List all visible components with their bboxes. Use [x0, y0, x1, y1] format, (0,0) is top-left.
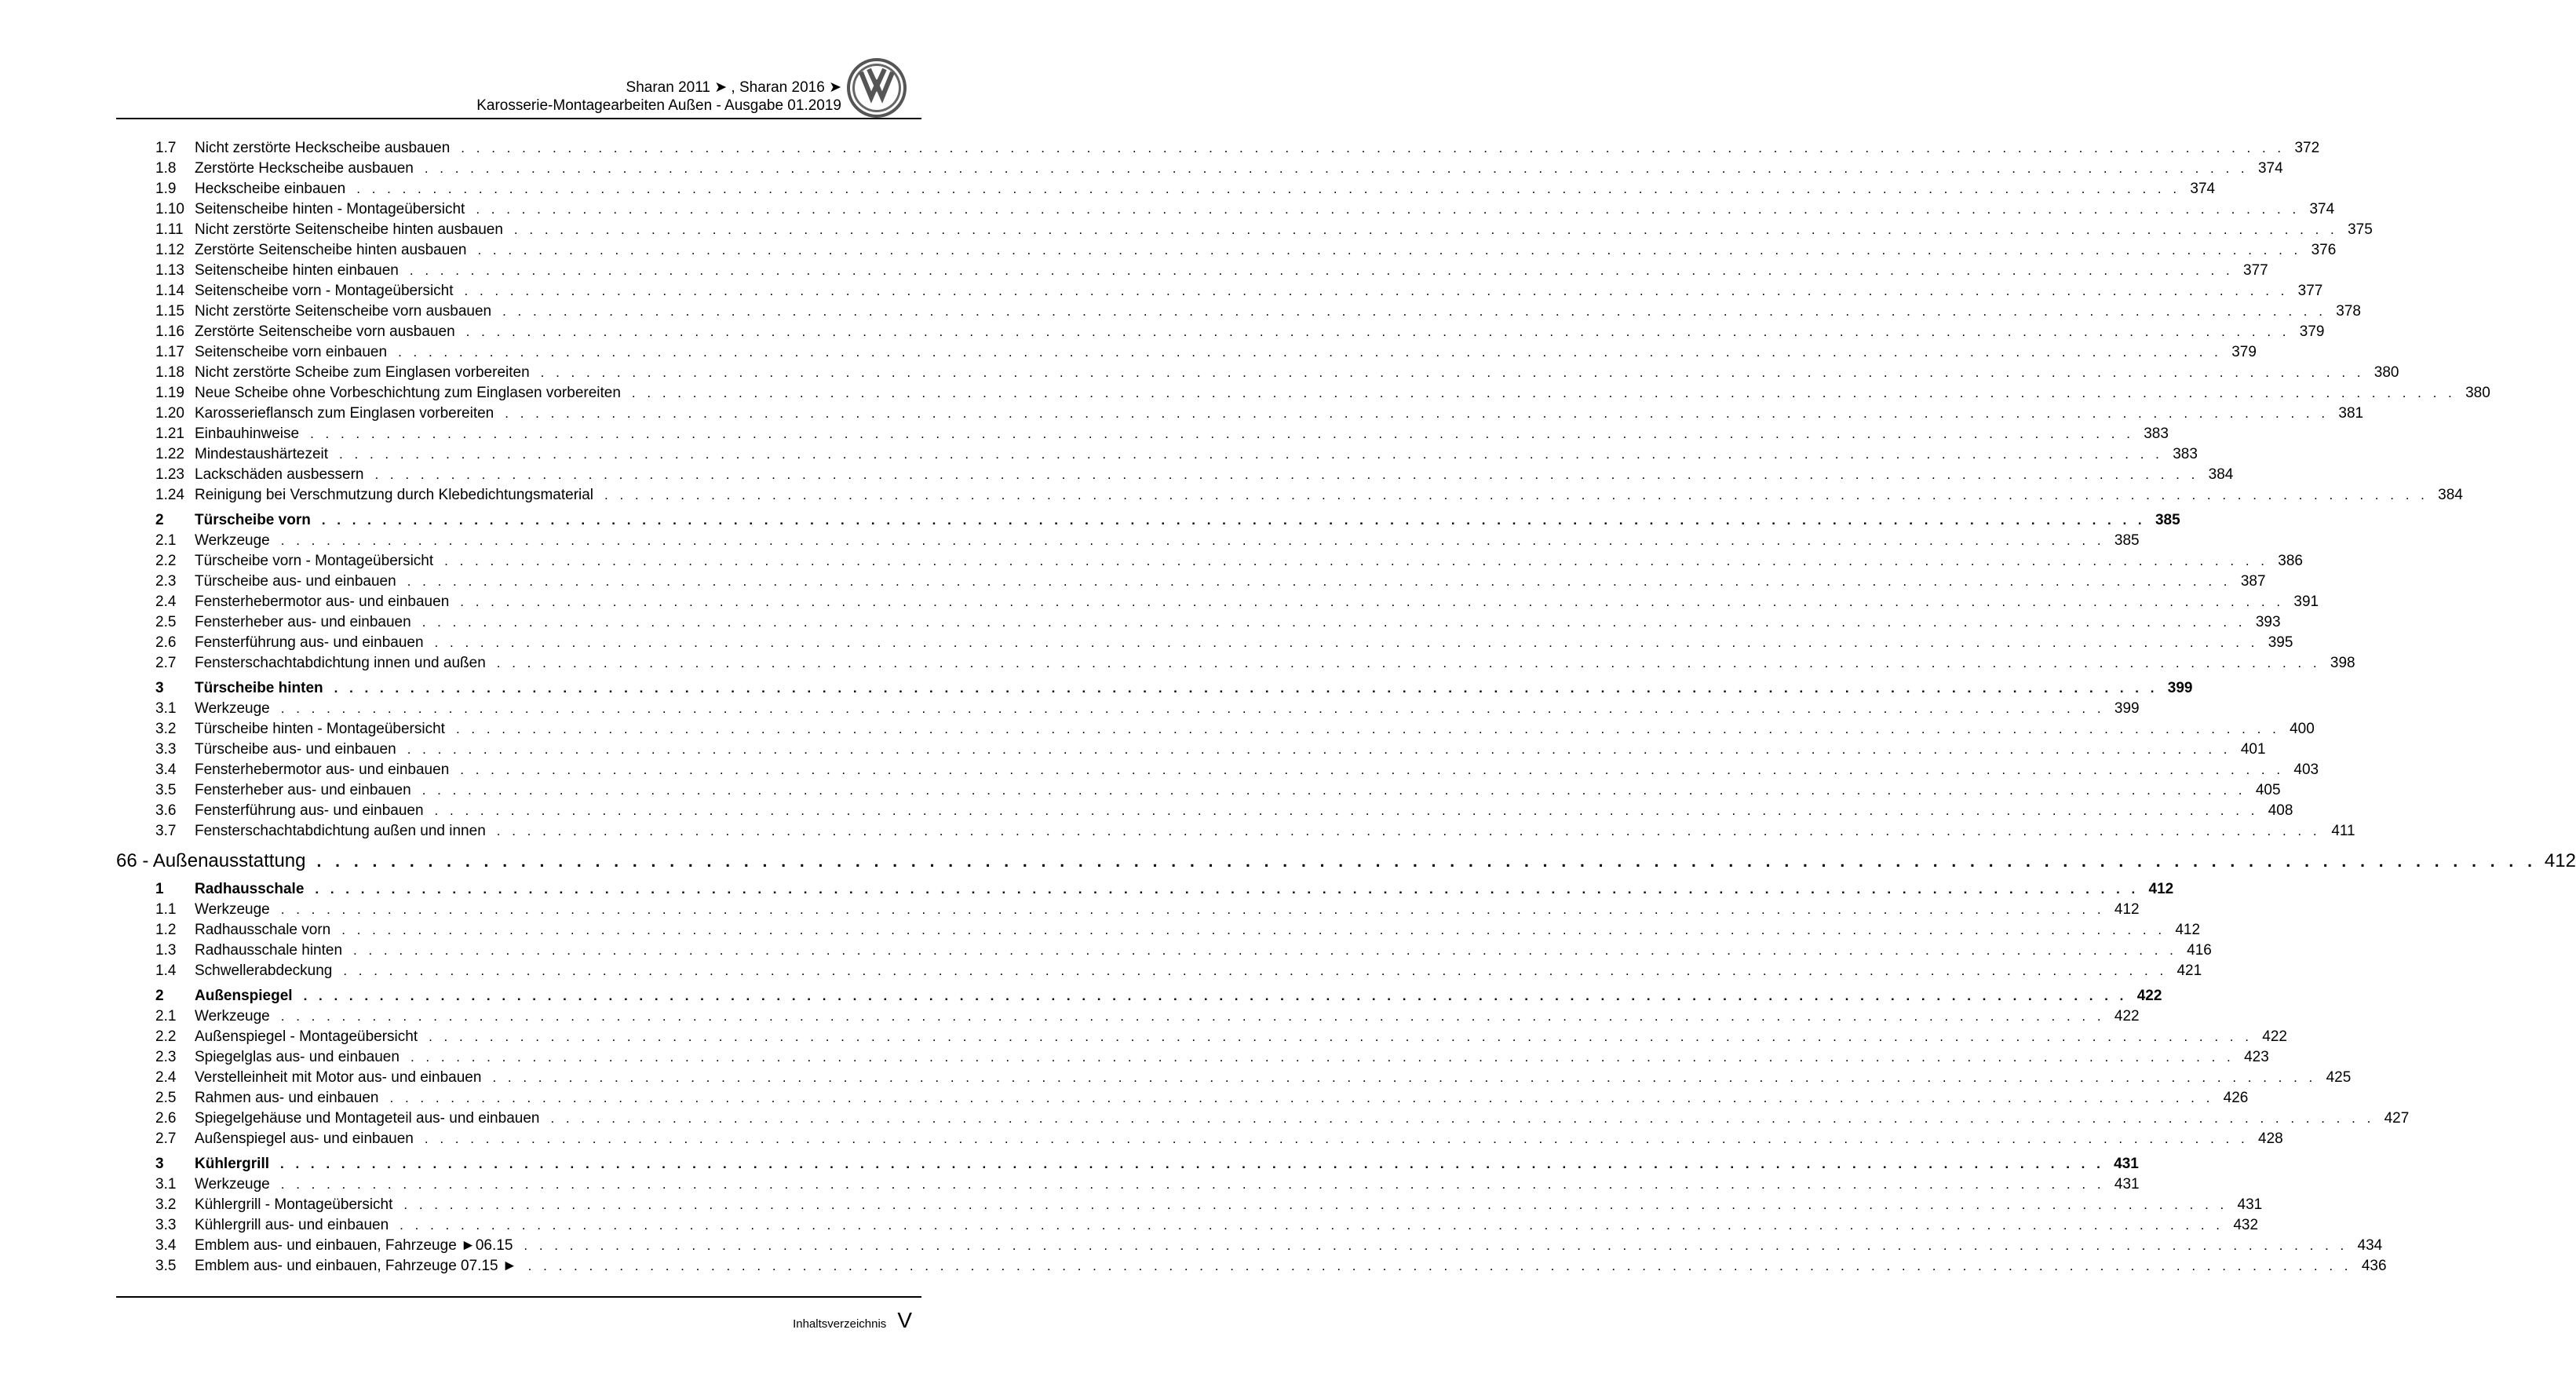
toc-leader-dots: . . . . . . . . . . . . . . . . . . . . . . . . . . . . . . . . . . . . . . . . . . . . . . . . . . . . . . . . . . . . . . . . . . . . . . . . . . . . . . . . . . . . . . . . . . . . . . . . . . . . . . . . . . . . . . . . . . . . . . . .: [496, 824, 2321, 838]
toc-title: Türscheibe aus- und einbauen: [195, 741, 396, 758]
toc-leader-dots: . . . . . . . . . . . . . . . . . . . . . . . . . . . . . . . . . . . . . . . . . . . . . . . . . . . . . . . . . . . . . . . . . . . . . . . . . . . . . . . . . . . . . . . . . . . . . . . . . . . . . . . . . . . . . . . . . . . . . . . .: [434, 803, 2259, 818]
toc-leader-dots: . . . . . . . . . . . . . . . . . . . . . . . . . . . . . . . . . . . . . . . . . . . . . . . . . . . . . . . . . . . . . . . . . . . . . . . . . . . . . . . . . . . . . . . . . . . . . . . . . . . . . . . . . . . . . . . . . . . . . . . .: [513, 222, 2338, 237]
toc-title: Emblem aus- und einbauen, Fahrzeuge 07.15 ►: [195, 1258, 517, 1274]
toc-title: Türscheibe hinten - Montageübersicht: [195, 721, 445, 737]
toc-title: Nicht zerstörte Scheibe zum Einglasen vorbereiten: [195, 364, 530, 381]
toc-page-number: 399: [2167, 680, 2193, 696]
toc-leader-dots: . . . . . . . . . . . . . . . . . . . . . . . . . . . . . . . . . . . . . . . . . . . . . . . . . . . . . . . . . . . . . . . . . . . . . . . . . . . . . . . . . . . . . . . . . . . . . . . . . . . . . . . . . . . . . . . . . . . . . . . .: [502, 304, 2326, 319]
toc-entry[interactable]: [116, 485, 2463, 506]
toc-number: 1: [155, 881, 164, 897]
toc-leader-dots: . . . . . . . . . . . . . . . . . . . . . . . . . . . . . . . . . . . . . . . . . . . . . . . . . . . . . . . . . . . . . . . . . . . . . . . . . . . . . . . . . . . . . . . . . . . . . . . . . . . . . . . . . . . . . . . . . . . . . . . .: [410, 1050, 2235, 1065]
toc-entry[interactable]: [116, 592, 2319, 612]
toc-chapter[interactable]: [116, 848, 2576, 875]
toc-page-number: 428: [2258, 1130, 2283, 1147]
toc-leader-dots: . . . . . . . . . . . . . . . . . . . . . . . . . . . . . . . . . . . . . . . . . . . . . . . . . . . . . . . . . . . . . . . . . . . . . . . . . . . . . . . . . . . . . . . . . . . . . . . . . . . . . . . . . . . . . . . . . . . . . . . .: [280, 533, 2105, 548]
toc-leader-dots: . . . . . . . . . . . . . . . . . . . . . . . . . . . . . . . . . . . . . . . . . . . . . . . . . . . . . . . . . . . . . . . . . . . . . . . . . . . . . . . . . . . . . . . . . . . . . . . . . . . . . . . . . . . . . . . . . . . . . . . .: [444, 553, 2268, 568]
toc-entry[interactable]: [116, 941, 2212, 961]
toc-title: Seitenscheibe hinten einbauen: [195, 262, 399, 279]
toc-title: Nicht zerstörte Heckscheibe ausbauen: [195, 140, 451, 156]
toc-entry[interactable]: [116, 1215, 2259, 1236]
toc-leader-dots: . . . . . . . . . . . . . . . . . . . . . . . . . . . . . . . . . . . . . . . . . . . . . . . . . . . . . . . . . . . . . . . . . . . . . . . . . . . . . . . . . . . . . . . . . . . . . . . . . . . . . . . . . . . . . . . . . . . . . . . .: [343, 963, 2168, 978]
toc-entry[interactable]: [116, 531, 2140, 551]
toc-entry[interactable]: [116, 961, 2202, 981]
toc-section[interactable]: [116, 879, 2174, 900]
toc-title: Neue Scheibe ohne Vorbeschichtung zum Einglasen vorbereiten: [195, 385, 621, 401]
toc-entry[interactable]: [116, 1006, 2140, 1027]
toc-leader-dots: . . . . . . . . . . . . . . . . . . . . . . . . . . . . . . . . . . . . . . . . . . . . . . . . . . . . . . . . . . . . . . . . . . . . . . . . . . . . . . . . . . . . . . . . . . . . . . . . . . . . . . . . . . . . . . . . . . . . . . . .: [315, 882, 2140, 897]
toc-page-number: 379: [2231, 344, 2257, 360]
footer-rule: [116, 1296, 921, 1298]
toc-number: 1.4: [155, 962, 177, 979]
toc-number: 2.2: [155, 553, 177, 569]
toc-page-number: 374: [2309, 201, 2335, 217]
toc-number: 1.21: [155, 426, 184, 442]
toc-title: Türscheibe vorn - Montageübersicht: [195, 553, 434, 569]
toc-leader-dots: . . . . . . . . . . . . . . . . . . . . . . . . . . . . . . . . . . . . . . . . . . . . . . . . . . . . . . . . . . . . . . . . . . . . . . . . . . . . . . . . . . . . . . . . . . . . . . . . . . . . . . . . . . . . . . . . . . . . . . . .: [461, 141, 2286, 155]
toc-number: 1.18: [155, 364, 184, 381]
toc-number: 2.1: [155, 1008, 177, 1025]
toc-leader-dots: . . . . . . . . . . . . . . . . . . . . . . . . . . . . . . . . . . . . . . . . . . . . . . . . . . . . . . . . . . . . . . . . . . . . . . . . . . . . . . . . . . . . . . . . . . . . . . . . . . . . . . . . . . . . . . . . . . . . . . . .: [316, 853, 2537, 871]
toc-page-number: 398: [2330, 655, 2355, 671]
toc-title: Türscheibe aus- und einbauen: [195, 573, 396, 590]
toc-number: 1.22: [155, 446, 184, 462]
header-subtitle-line: Karosserie-Montagearbeiten Außen - Ausgabe 01.2019: [476, 97, 841, 114]
toc-number: 3.5: [155, 782, 177, 798]
toc-entry[interactable]: [116, 1068, 2352, 1088]
toc-number: 2: [155, 512, 164, 528]
toc-page-number: 425: [2326, 1069, 2352, 1086]
toc-title: Fensterschachtabdichtung innen und außen: [195, 655, 486, 671]
toc-title: Außenspiegel - Montageübersicht: [195, 1028, 418, 1045]
toc-title: Fensterführung aus- und einbauen: [195, 634, 424, 651]
toc-entry[interactable]: [116, 342, 2257, 363]
toc-entry[interactable]: [116, 1047, 2269, 1068]
toc-leader-dots: . . . . . . . . . . . . . . . . . . . . . . . . . . . . . . . . . . . . . . . . . . . . . . . . . . . . . . . . . . . . . . . . . . . . . . . . . . . . . . . . . . . . . . . . . . . . . . . . . . . . . . . . . . . . . . . . . . . . . . . .: [434, 635, 2259, 650]
toc-leader-dots: . . . . . . . . . . . . . . . . . . . . . . . . . . . . . . . . . . . . . . . . . . . . . . . . . . . . . . . . . . . . . . . . . . . . . . . . . . . . . . . . . . . . . . . . . . . . . . . . . . . . . . . . . . . . . . . . . . . . . . . .: [280, 1156, 2104, 1171]
toc-page-number: 385: [2155, 512, 2180, 528]
toc-number: 1.1: [155, 901, 177, 918]
toc-title: Zerstörte Seitenscheibe hinten ausbauen: [195, 242, 467, 258]
toc-entry[interactable]: [116, 1027, 2287, 1047]
toc-page-number: 385: [2114, 532, 2140, 549]
toc-leader-dots: . . . . . . . . . . . . . . . . . . . . . . . . . . . . . . . . . . . . . . . . . . . . . . . . . . . . . . . . . . . . . . . . . . . . . . . . . . . . . . . . . . . . . . . . . . . . . . . . . . . . . . . . . . . . . . . . . . . . . . . .: [421, 783, 2246, 798]
toc-title: 66 - Außenausstattung: [116, 850, 306, 871]
toc-title: Mindestaushärtezeit: [195, 446, 329, 462]
toc-page-number: 393: [2255, 614, 2281, 630]
toc-page-number: 432: [2233, 1217, 2259, 1233]
toc-leader-dots: . . . . . . . . . . . . . . . . . . . . . . . . . . . . . . . . . . . . . . . . . . . . . . . . . . . . . . . . . . . . . . . . . . . . . . . . . . . . . . . . . . . . . . . . . . . . . . . . . . . . . . . . . . . . . . . . . . . . . . . .: [356, 181, 2181, 196]
toc-entry[interactable]: [116, 1109, 2410, 1129]
page-header: [0, 0, 973, 119]
toc-number: 3.7: [155, 823, 177, 839]
toc-leader-dots: . . . . . . . . . . . . . . . . . . . . . . . . . . . . . . . . . . . . . . . . . . . . . . . . . . . . . . . . . . . . . . . . . . . . . . . . . . . . . . . . . . . . . . . . . . . . . . . . . . . . . . . . . . . . . . . . . . . . . . . .: [424, 1131, 2249, 1146]
toc-title: Werkzeuge: [195, 532, 270, 549]
toc-number: 3.1: [155, 700, 177, 717]
toc-title: Karosserieflansch zum Einglasen vorbereiten: [195, 405, 494, 422]
toc-page-number: 377: [2297, 283, 2323, 299]
toc-leader-dots: . . . . . . . . . . . . . . . . . . . . . . . . . . . . . . . . . . . . . . . . . . . . . . . . . . . . . . . . . . . . . . . . . . . . . . . . . . . . . . . . . . . . . . . . . . . . . . . . . . . . . . . . . . . . . . . . . . . . . . . .: [407, 574, 2231, 589]
toc-page-number: 436: [2361, 1258, 2387, 1274]
toc-leader-dots: . . . . . . . . . . . . . . . . . . . . . . . . . . . . . . . . . . . . . . . . . . . . . . . . . . . . . . . . . . . . . . . . . . . . . . . . . . . . . . . . . . . . . . . . . . . . . . . . . . . . . . . . . . . . . . . . . . . . . . . .: [403, 1197, 2228, 1212]
toc-title: Nicht zerstörte Seitenscheibe hinten ausbauen: [195, 221, 503, 238]
toc-page-number: 408: [2268, 802, 2293, 819]
toc-entry[interactable]: [116, 261, 2268, 281]
toc-page-number: 383: [2144, 426, 2169, 442]
header-model-line: Sharan 2011 ➤ , Sharan 2016 ➤: [626, 79, 841, 96]
toc-leader-dots: . . . . . . . . . . . . . . . . . . . . . . . . . . . . . . . . . . . . . . . . . . . . . . . . . . . . . . . . . . . . . . . . . . . . . . . . . . . . . . . . . . . . . . . . . . . . . . . . . . . . . . . . . . . . . . . . . . . . . . . .: [465, 324, 2290, 339]
toc-page-number: 431: [2114, 1176, 2140, 1193]
toc-title: Zerstörte Heckscheibe ausbauen: [195, 160, 414, 177]
toc-title: Werkzeuge: [195, 1008, 270, 1025]
toc-entry[interactable]: [116, 301, 2361, 322]
toc-number: 2.4: [155, 1069, 177, 1086]
toc-page-number: 411: [2331, 823, 2355, 839]
toc-entry[interactable]: [116, 240, 2337, 261]
toc-number: 2.3: [155, 573, 177, 590]
table-of-contents: [116, 138, 2576, 1277]
header-rule: [116, 118, 921, 119]
toc-number: 2.1: [155, 532, 177, 549]
toc-title: Türscheibe hinten: [195, 680, 323, 696]
toc-leader-dots: . . . . . . . . . . . . . . . . . . . . . . . . . . . . . . . . . . . . . . . . . . . . . . . . . . . . . . . . . . . . . . . . . . . . . . . . . . . . . . . . . . . . . . . . . . . . . . . . . . . . . . . . . . . . . . . . . . . . . . . .: [550, 1111, 2375, 1126]
toc-title: Kühlergrill aus- und einbauen: [195, 1217, 389, 1233]
toc-number: 1.15: [155, 303, 184, 320]
toc-number: 3.1: [155, 1176, 177, 1193]
footer-label: Inhaltsverzeichnis: [793, 1317, 887, 1331]
toc-page-number: 403: [2293, 762, 2319, 778]
toc-title: Fensterhebermotor aus- und einbauen: [195, 762, 450, 778]
toc-leader-dots: . . . . . . . . . . . . . . . . . . . . . . . . . . . . . . . . . . . . . . . . . . . . . . . . . . . . . . . . . . . . . . . . . . . . . . . . . . . . . . . . . . . . . . . . . . . . . . . . . . . . . . . . . . . . . . . . . . . . . . . .: [455, 721, 2280, 736]
toc-leader-dots: . . . . . . . . . . . . . . . . . . . . . . . . . . . . . . . . . . . . . . . . . . . . . . . . . . . . . . . . . . . . . . . . . . . . . . . . . . . . . . . . . . . . . . . . . . . . . . . . . . . . . . . . . . . . . . . . . . . . . . . .: [527, 1258, 2352, 1273]
toc-entry[interactable]: [116, 281, 2323, 301]
toc-page-number: 412: [2175, 922, 2201, 938]
toc-entry[interactable]: [116, 920, 2201, 941]
toc-page-number: 412: [2148, 881, 2174, 897]
toc-entry[interactable]: [116, 801, 2293, 821]
toc-leader-dots: . . . . . . . . . . . . . . . . . . . . . . . . . . . . . . . . . . . . . . . . . . . . . . . . . . . . . . . . . . . . . . . . . . . . . . . . . . . . . . . . . . . . . . . . . . . . . . . . . . . . . . . . . . . . . . . . . . . . . . . .: [303, 988, 2128, 1003]
toc-leader-dots: . . . . . . . . . . . . . . . . . . . . . . . . . . . . . . . . . . . . . . . . . . . . . . . . . . . . . . . . . . . . . . . . . . . . . . . . . . . . . . . . . . . . . . . . . . . . . . . . . . . . . . . . . . . . . . . . . . . . . . . .: [409, 263, 2234, 278]
toc-entry[interactable]: [116, 821, 2355, 842]
toc-page-number: 431: [2114, 1156, 2139, 1172]
toc-number: 2.7: [155, 1130, 177, 1147]
toc-leader-dots: . . . . . . . . . . . . . . . . . . . . . . . . . . . . . . . . . . . . . . . . . . . . . . . . . . . . . . . . . . . . . . . . . . . . . . . . . . . . . . . . . . . . . . . . . . . . . . . . . . . . . . . . . . . . . . . . . . . . . . . .: [496, 656, 2321, 670]
toc-entry[interactable]: [116, 780, 2281, 801]
toc-entry[interactable]: [116, 1195, 2263, 1215]
toc-page-number: 422: [2136, 988, 2162, 1004]
toc-entry[interactable]: [116, 179, 2216, 199]
toc-leader-dots: . . . . . . . . . . . . . . . . . . . . . . . . . . . . . . . . . . . . . . . . . . . . . . . . . . . . . . . . . . . . . . . . . . . . . . . . . . . . . . . . . . . . . . . . . . . . . . . . . . . . . . . . . . . . . . . . . . . . . . . .: [476, 202, 2301, 217]
toc-number: 2.7: [155, 655, 177, 671]
toc-number: 1.10: [155, 201, 184, 217]
toc-entry[interactable]: [116, 1174, 2140, 1195]
toc-leader-dots: . . . . . . . . . . . . . . . . . . . . . . . . . . . . . . . . . . . . . . . . . . . . . . . . . . . . . . . . . . . . . . . . . . . . . . . . . . . . . . . . . . . . . . . . . . . . . . . . . . . . . . . . . . . . . . . . . . . . . . . .: [374, 467, 2199, 482]
toc-section[interactable]: [116, 678, 2193, 699]
toc-number: 3.3: [155, 741, 177, 758]
toc-number: 1.17: [155, 344, 184, 360]
toc-page-number: 395: [2268, 634, 2293, 651]
toc-leader-dots: . . . . . . . . . . . . . . . . . . . . . . . . . . . . . . . . . . . . . . . . . . . . . . . . . . . . . . . . . . . . . . . . . . . . . . . . . . . . . . . . . . . . . . . . . . . . . . . . . . . . . . . . . . . . . . . . . . . . . . . .: [421, 615, 2246, 630]
toc-number: 1.8: [155, 160, 177, 177]
toc-number: 2.6: [155, 634, 177, 651]
toc-number: 1.16: [155, 323, 184, 340]
toc-page-number: 400: [2290, 721, 2315, 737]
toc-number: 3.6: [155, 802, 177, 819]
toc-title: Seitenscheibe hinten - Montageübersicht: [195, 201, 465, 217]
toc-title: Zerstörte Seitenscheibe vorn ausbauen: [195, 323, 455, 340]
toc-page-number: 374: [2190, 181, 2216, 197]
toc-number: 1.12: [155, 242, 184, 258]
toc-title: Fensterführung aus- und einbauen: [195, 802, 424, 819]
toc-title: Fensterschachtabdichtung außen und innen: [195, 823, 486, 839]
toc-page-number: 379: [2299, 323, 2325, 340]
toc-leader-dots: . . . . . . . . . . . . . . . . . . . . . . . . . . . . . . . . . . . . . . . . . . . . . . . . . . . . . . . . . . . . . . . . . . . . . . . . . . . . . . . . . . . . . . . . . . . . . . . . . . . . . . . . . . . . . . . . . . . . . . . .: [310, 426, 2134, 441]
toc-title: Werkzeuge: [195, 1176, 270, 1193]
toc-page-number: 384: [2438, 487, 2463, 503]
toc-title: Spiegelgehäuse und Montageteil aus- und einbauen: [195, 1110, 540, 1127]
toc-page-number: 416: [2187, 942, 2212, 959]
toc-title: Reinigung bei Verschmutzung durch Klebedichtungsmaterial: [195, 487, 594, 503]
toc-leader-dots: . . . . . . . . . . . . . . . . . . . . . . . . . . . . . . . . . . . . . . . . . . . . . . . . . . . . . . . . . . . . . . . . . . . . . . . . . . . . . . . . . . . . . . . . . . . . . . . . . . . . . . . . . . . . . . . . . . . . . . . .: [604, 488, 2428, 502]
toc-number: 2.5: [155, 614, 177, 630]
toc-leader-dots: . . . . . . . . . . . . . . . . . . . . . . . . . . . . . . . . . . . . . . . . . . . . . . . . . . . . . . . . . . . . . . . . . . . . . . . . . . . . . . . . . . . . . . . . . . . . . . . . . . . . . . . . . . . . . . . . . . . . . . . .: [460, 594, 2285, 609]
toc-leader-dots: . . . . . . . . . . . . . . . . . . . . . . . . . . . . . . . . . . . . . . . . . . . . . . . . . . . . . . . . . . . . . . . . . . . . . . . . . . . . . . . . . . . . . . . . . . . . . . . . . . . . . . . . . . . . . . . . . . . . . . . .: [524, 1238, 2348, 1253]
toc-leader-dots: . . . . . . . . . . . . . . . . . . . . . . . . . . . . . . . . . . . . . . . . . . . . . . . . . . . . . . . . . . . . . . . . . . . . . . . . . . . . . . . . . . . . . . . . . . . . . . . . . . . . . . . . . . . . . . . . . . . . . . . .: [407, 742, 2231, 757]
footer-page-number: V: [897, 1308, 912, 1332]
toc-page-number: 376: [2311, 242, 2337, 258]
toc-leader-dots: . . . . . . . . . . . . . . . . . . . . . . . . . . . . . . . . . . . . . . . . . . . . . . . . . . . . . . . . . . . . . . . . . . . . . . . . . . . . . . . . . . . . . . . . . . . . . . . . . . . . . . . . . . . . . . . . . . . . . . . .: [321, 513, 2146, 528]
toc-title: Spiegelglas aus- und einbauen: [195, 1049, 400, 1065]
toc-title: Seitenscheibe vorn - Montageübersicht: [195, 283, 454, 299]
toc-title: Heckscheibe einbauen: [195, 181, 346, 197]
toc-entry[interactable]: [116, 199, 2335, 220]
toc-page-number: 399: [2114, 700, 2140, 717]
toc-number: 3.4: [155, 1237, 177, 1254]
toc-leader-dots: . . . . . . . . . . . . . . . . . . . . . . . . . . . . . . . . . . . . . . . . . . . . . . . . . . . . . . . . . . . . . . . . . . . . . . . . . . . . . . . . . . . . . . . . . . . . . . . . . . . . . . . . . . . . . . . . . . . . . . . .: [334, 681, 2158, 696]
toc-number: 3.2: [155, 1196, 177, 1213]
toc-entry[interactable]: [116, 159, 2283, 179]
toc-number: 1.3: [155, 942, 177, 959]
toc-entry[interactable]: [116, 138, 2320, 159]
toc-entry[interactable]: [116, 653, 2355, 674]
toc-number: 1.24: [155, 487, 184, 503]
toc-page-number: 427: [2384, 1110, 2410, 1127]
toc-entry[interactable]: [116, 551, 2303, 572]
page-footer: [793, 1308, 912, 1333]
toc-entry[interactable]: [116, 633, 2293, 653]
toc-entry[interactable]: [116, 1256, 2387, 1277]
toc-number: 2.2: [155, 1028, 177, 1045]
toc-page-number: 412: [2544, 850, 2576, 871]
toc-page-number: 431: [2237, 1196, 2263, 1213]
toc-number: 2.6: [155, 1110, 177, 1127]
toc-page-number: 377: [2243, 262, 2268, 279]
toc-page-number: 426: [2223, 1090, 2249, 1106]
toc-title: Radhausschale hinten: [195, 942, 343, 959]
toc-leader-dots: . . . . . . . . . . . . . . . . . . . . . . . . . . . . . . . . . . . . . . . . . . . . . . . . . . . . . . . . . . . . . . . . . . . . . . . . . . . . . . . . . . . . . . . . . . . . . . . . . . . . . . . . . . . . . . . . . . . . . . . .: [631, 385, 2456, 400]
toc-entry[interactable]: [116, 1088, 2249, 1109]
toc-leader-dots: . . . . . . . . . . . . . . . . . . . . . . . . . . . . . . . . . . . . . . . . . . . . . . . . . . . . . . . . . . . . . . . . . . . . . . . . . . . . . . . . . . . . . . . . . . . . . . . . . . . . . . . . . . . . . . . . . . . . . . . .: [505, 406, 2330, 421]
toc-title: Werkzeuge: [195, 901, 270, 918]
toc-title: Radhausschale vorn: [195, 922, 331, 938]
toc-page-number: 391: [2293, 594, 2319, 610]
toc-number: 3.4: [155, 762, 177, 778]
toc-entry[interactable]: [116, 383, 2490, 404]
toc-title: Kühlergrill: [195, 1156, 270, 1172]
toc-title: Fensterheber aus- und einbauen: [195, 782, 411, 798]
toc-section[interactable]: [116, 986, 2162, 1006]
toc-page-number: 378: [2336, 303, 2361, 320]
toc-title: Verstelleinheit mit Motor aus- und einbauen: [195, 1069, 482, 1086]
toc-number: 2.5: [155, 1090, 177, 1106]
toc-number: 1.9: [155, 181, 177, 197]
toc-leader-dots: . . . . . . . . . . . . . . . . . . . . . . . . . . . . . . . . . . . . . . . . . . . . . . . . . . . . . . . . . . . . . . . . . . . . . . . . . . . . . . . . . . . . . . . . . . . . . . . . . . . . . . . . . . . . . . . . . . . . . . . .: [280, 701, 2105, 716]
toc-entry[interactable]: [116, 404, 2364, 424]
toc-page-number: 405: [2255, 782, 2281, 798]
toc-title: Werkzeuge: [195, 700, 270, 717]
toc-entry[interactable]: [116, 760, 2319, 780]
toc-number: 3.5: [155, 1258, 177, 1274]
toc-number: 3.3: [155, 1217, 177, 1233]
toc-leader-dots: . . . . . . . . . . . . . . . . . . . . . . . . . . . . . . . . . . . . . . . . . . . . . . . . . . . . . . . . . . . . . . . . . . . . . . . . . . . . . . . . . . . . . . . . . . . . . . . . . . . . . . . . . . . . . . . . . . . . . . . .: [460, 762, 2285, 777]
toc-entry[interactable]: [116, 1236, 2383, 1256]
toc-page-number: 380: [2465, 385, 2490, 401]
toc-title: Außenspiegel aus- und einbauen: [195, 1130, 414, 1147]
toc-entry[interactable]: [116, 424, 2169, 444]
toc-number: 1.14: [155, 283, 184, 299]
toc-entry[interactable]: [116, 220, 2373, 240]
toc-number: 1.11: [155, 221, 184, 238]
toc-number: 1.20: [155, 405, 184, 422]
toc-page-number: 375: [2348, 221, 2373, 238]
toc-leader-dots: . . . . . . . . . . . . . . . . . . . . . . . . . . . . . . . . . . . . . . . . . . . . . . . . . . . . . . . . . . . . . . . . . . . . . . . . . . . . . . . . . . . . . . . . . . . . . . . . . . . . . . . . . . . . . . . . . . . . . . . .: [389, 1090, 2214, 1105]
toc-number: 1.7: [155, 140, 177, 156]
toc-number: 1.2: [155, 922, 177, 938]
toc-entry[interactable]: [116, 699, 2140, 719]
toc-number: 2: [155, 988, 164, 1004]
toc-number: 3: [155, 1156, 164, 1172]
toc-entry[interactable]: [116, 363, 2399, 383]
toc-page-number: 412: [2114, 901, 2140, 918]
toc-number: 1.19: [155, 385, 184, 401]
toc-page-number: 372: [2294, 140, 2320, 156]
toc-title: Emblem aus- und einbauen, Fahrzeuge ►06.15: [195, 1237, 513, 1254]
toc-leader-dots: . . . . . . . . . . . . . . . . . . . . . . . . . . . . . . . . . . . . . . . . . . . . . . . . . . . . . . . . . . . . . . . . . . . . . . . . . . . . . . . . . . . . . . . . . . . . . . . . . . . . . . . . . . . . . . . . . . . . . . . .: [280, 1177, 2105, 1192]
toc-title: Radhausschale: [195, 881, 305, 897]
toc-leader-dots: . . . . . . . . . . . . . . . . . . . . . . . . . . . . . . . . . . . . . . . . . . . . . . . . . . . . . . . . . . . . . . . . . . . . . . . . . . . . . . . . . . . . . . . . . . . . . . . . . . . . . . . . . . . . . . . . . . . . . . . .: [398, 345, 2222, 360]
toc-entry[interactable]: [116, 444, 2198, 465]
toc-entry[interactable]: [116, 900, 2140, 920]
toc-page-number: 421: [2176, 962, 2202, 979]
toc-entry[interactable]: [116, 1129, 2283, 1149]
toc-page-number: 386: [2278, 553, 2303, 569]
toc-title: Fensterheber aus- und einbauen: [195, 614, 411, 630]
toc-leader-dots: . . . . . . . . . . . . . . . . . . . . . . . . . . . . . . . . . . . . . . . . . . . . . . . . . . . . . . . . . . . . . . . . . . . . . . . . . . . . . . . . . . . . . . . . . . . . . . . . . . . . . . . . . . . . . . . . . . . . . . . .: [492, 1070, 2317, 1085]
toc-section[interactable]: [116, 1154, 2139, 1174]
toc-number: 1.13: [155, 262, 184, 279]
toc-entry[interactable]: [116, 612, 2281, 633]
toc-title: Kühlergrill - Montageübersicht: [195, 1196, 393, 1213]
toc-page-number: 384: [2208, 466, 2234, 483]
toc-page-number: 423: [2244, 1049, 2269, 1065]
toc-title: Schwellerabdeckung: [195, 962, 333, 979]
toc-title: Türscheibe vorn: [195, 512, 311, 528]
toc-page-number: 434: [2357, 1237, 2383, 1254]
toc-page-number: 422: [2114, 1008, 2140, 1025]
toc-title: Nicht zerstörte Seitenscheibe vorn ausbauen: [195, 303, 492, 320]
toc-number: 2.4: [155, 594, 177, 610]
toc-leader-dots: . . . . . . . . . . . . . . . . . . . . . . . . . . . . . . . . . . . . . . . . . . . . . . . . . . . . . . . . . . . . . . . . . . . . . . . . . . . . . . . . . . . . . . . . . . . . . . . . . . . . . . . . . . . . . . . . . . . . . . . .: [280, 1009, 2105, 1024]
toc-page-number: 381: [2338, 405, 2364, 422]
toc-title: Lackschäden ausbessern: [195, 466, 364, 483]
toc-leader-dots: . . . . . . . . . . . . . . . . . . . . . . . . . . . . . . . . . . . . . . . . . . . . . . . . . . . . . . . . . . . . . . . . . . . . . . . . . . . . . . . . . . . . . . . . . . . . . . . . . . . . . . . . . . . . . . . . . . . . . . . .: [341, 922, 2166, 937]
toc-title: Außenspiegel: [195, 988, 293, 1004]
toc-page-number: 387: [2240, 573, 2266, 590]
toc-section[interactable]: [116, 510, 2180, 531]
toc-leader-dots: . . . . . . . . . . . . . . . . . . . . . . . . . . . . . . . . . . . . . . . . . . . . . . . . . . . . . . . . . . . . . . . . . . . . . . . . . . . . . . . . . . . . . . . . . . . . . . . . . . . . . . . . . . . . . . . . . . . . . . . .: [424, 161, 2249, 176]
toc-number: 2.3: [155, 1049, 177, 1065]
toc-leader-dots: . . . . . . . . . . . . . . . . . . . . . . . . . . . . . . . . . . . . . . . . . . . . . . . . . . . . . . . . . . . . . . . . . . . . . . . . . . . . . . . . . . . . . . . . . . . . . . . . . . . . . . . . . . . . . . . . . . . . . . . .: [429, 1029, 2253, 1044]
toc-page-number: 422: [2262, 1028, 2287, 1045]
toc-entry[interactable]: [116, 572, 2266, 592]
toc-title: Einbauhinweise: [195, 426, 300, 442]
toc-title: Seitenscheibe vorn einbauen: [195, 344, 388, 360]
toc-title: Rahmen aus- und einbauen: [195, 1090, 379, 1106]
toc-title: Fensterhebermotor aus- und einbauen: [195, 594, 450, 610]
toc-leader-dots: . . . . . . . . . . . . . . . . . . . . . . . . . . . . . . . . . . . . . . . . . . . . . . . . . . . . . . . . . . . . . . . . . . . . . . . . . . . . . . . . . . . . . . . . . . . . . . . . . . . . . . . . . . . . . . . . . . . . . . . .: [540, 365, 2365, 380]
toc-leader-dots: . . . . . . . . . . . . . . . . . . . . . . . . . . . . . . . . . . . . . . . . . . . . . . . . . . . . . . . . . . . . . . . . . . . . . . . . . . . . . . . . . . . . . . . . . . . . . . . . . . . . . . . . . . . . . . . . . . . . . . . .: [280, 902, 2105, 917]
toc-leader-dots: . . . . . . . . . . . . . . . . . . . . . . . . . . . . . . . . . . . . . . . . . . . . . . . . . . . . . . . . . . . . . . . . . . . . . . . . . . . . . . . . . . . . . . . . . . . . . . . . . . . . . . . . . . . . . . . . . . . . . . . .: [464, 283, 2289, 298]
toc-page-number: 401: [2240, 741, 2266, 758]
toc-entry[interactable]: [116, 465, 2234, 485]
vw-logo-icon: [845, 57, 908, 119]
toc-number: 1.23: [155, 466, 184, 483]
toc-page-number: 380: [2373, 364, 2399, 381]
toc-number: 3: [155, 680, 164, 696]
toc-number: 3.2: [155, 721, 177, 737]
toc-page-number: 374: [2257, 160, 2283, 177]
toc-leader-dots: . . . . . . . . . . . . . . . . . . . . . . . . . . . . . . . . . . . . . . . . . . . . . . . . . . . . . . . . . . . . . . . . . . . . . . . . . . . . . . . . . . . . . . . . . . . . . . . . . . . . . . . . . . . . . . . . . . . . . . . .: [339, 447, 2163, 462]
toc-entry[interactable]: [116, 322, 2325, 342]
toc-page-number: 383: [2173, 446, 2198, 462]
toc-entry[interactable]: [116, 719, 2315, 740]
toc-entry[interactable]: [116, 740, 2266, 760]
toc-leader-dots: . . . . . . . . . . . . . . . . . . . . . . . . . . . . . . . . . . . . . . . . . . . . . . . . . . . . . . . . . . . . . . . . . . . . . . . . . . . . . . . . . . . . . . . . . . . . . . . . . . . . . . . . . . . . . . . . . . . . . . . .: [400, 1218, 2224, 1233]
toc-leader-dots: . . . . . . . . . . . . . . . . . . . . . . . . . . . . . . . . . . . . . . . . . . . . . . . . . . . . . . . . . . . . . . . . . . . . . . . . . . . . . . . . . . . . . . . . . . . . . . . . . . . . . . . . . . . . . . . . . . . . . . . .: [353, 943, 2177, 958]
toc-leader-dots: . . . . . . . . . . . . . . . . . . . . . . . . . . . . . . . . . . . . . . . . . . . . . . . . . . . . . . . . . . . . . . . . . . . . . . . . . . . . . . . . . . . . . . . . . . . . . . . . . . . . . . . . . . . . . . . . . . . . . . . .: [477, 243, 2302, 258]
